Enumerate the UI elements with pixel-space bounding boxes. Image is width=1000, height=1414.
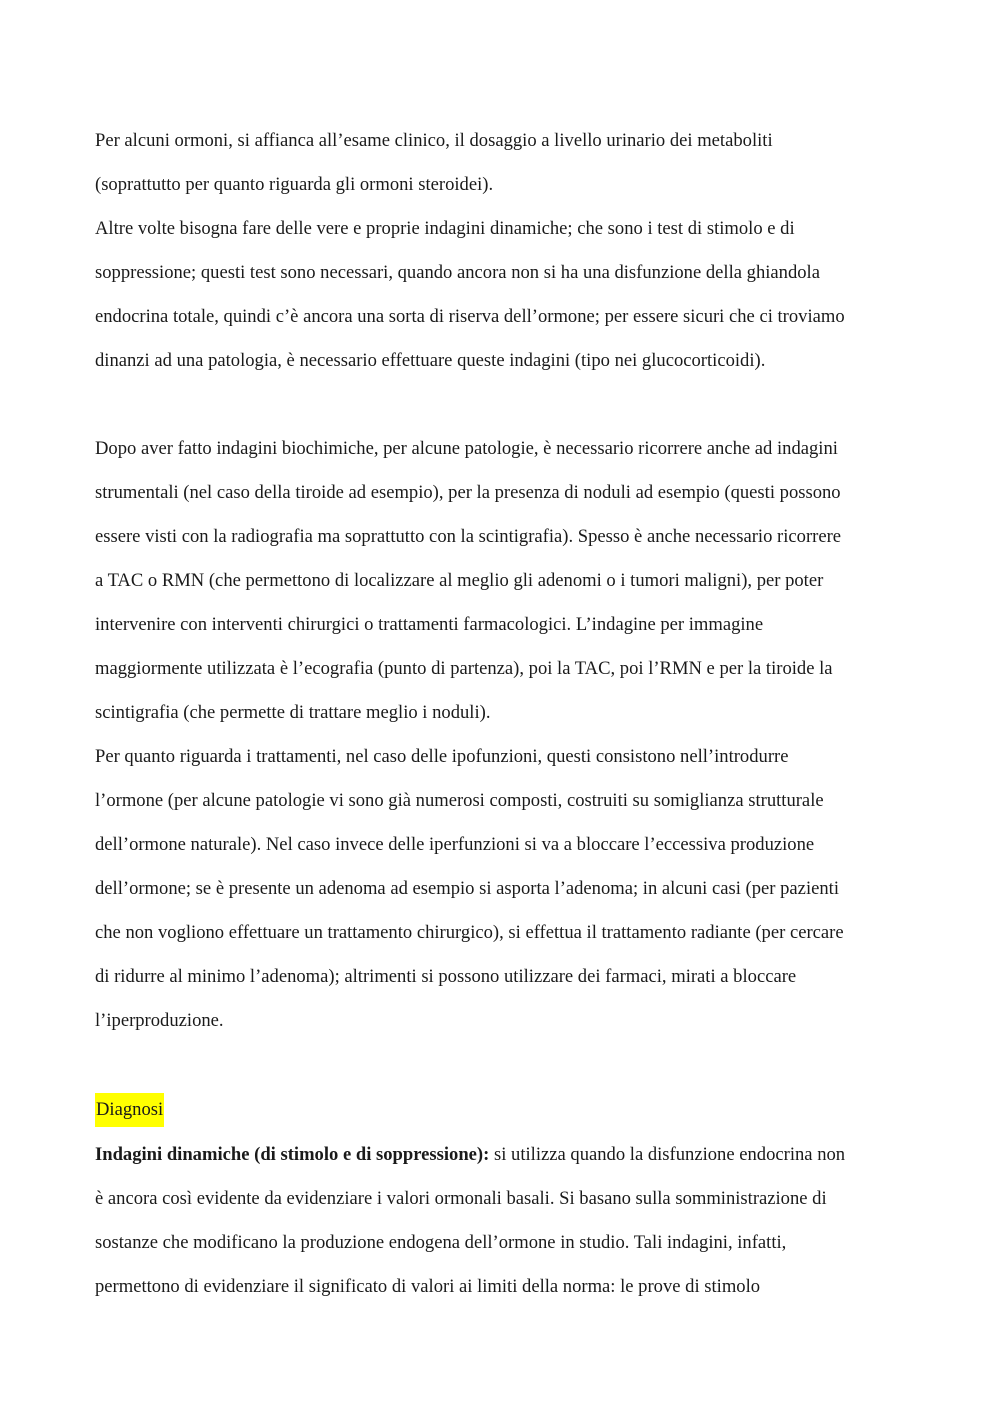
paragraph-line: l’ormone (per alcune patologie vi sono già numerosi composti, costruiti su somiglianza strutturale <box>95 790 824 811</box>
paragraph-line: scintigrafia (che permette di trattare meglio i noduli). <box>95 702 491 723</box>
section-heading <box>95 1098 164 1122</box>
paragraph-line: l’iperproduzione. <box>95 1010 224 1031</box>
paragraph-line: intervenire con interventi chirurgici o trattamenti farmacologici. L’indagine per immagine <box>95 614 764 635</box>
paragraph-line: dell’ormone; se è presente un adenoma ad esempio si asporta l’adenoma; in alcuni casi (per pazienti <box>95 878 839 899</box>
paragraph-line: (soprattutto per quanto riguarda gli ormoni steroidei). <box>95 174 494 195</box>
paragraph-line: soppressione; questi test sono necessari, quando ancora non si ha una disfunzione della ghiandola <box>95 262 820 283</box>
paragraph-line: che non vogliono effettuare un trattamento chirurgico), si effettua il trattamento radiante (per cercare <box>95 922 844 943</box>
paragraph-line: dell’ormone naturale). Nel caso invece delle iperfunzioni si va a bloccare l’eccessiva produzione <box>95 834 815 855</box>
paragraph-line: permettono di evidenziare il significato di valori ai limiti della norma: le prove di stimolo <box>95 1276 761 1297</box>
paragraph-line: è ancora così evidente da evidenziare i valori ormonali basali. Si basano sulla somministrazione di <box>95 1188 827 1209</box>
highlighted-heading: Diagnosi <box>95 1093 164 1127</box>
paragraph-line: maggiormente utilizzata è l’ecografia (punto di partenza), poi la TAC, poi l’RMN e per la tiroide la <box>95 658 833 679</box>
paragraph-line: strumentali (nel caso della tiroide ad esempio), per la presenza di noduli ad esempio (questi possono <box>95 482 841 503</box>
paragraph-line: Dopo aver fatto indagini biochimiche, per alcune patologie, è necessario ricorrere anche ad indagini <box>95 438 838 459</box>
paragraph-line: a TAC o RMN (che permettono di localizzare al meglio gli adenomi o i tumori maligni), per poter <box>95 570 824 591</box>
bold-term: Indagini dinamiche (di stimolo e di soppressione): <box>95 1144 490 1165</box>
paragraph-line: Per alcuni ormoni, si affianca all’esame clinico, il dosaggio a livello urinario dei metaboliti <box>95 130 773 151</box>
paragraph-line: di ridurre al minimo l’adenoma); altrimenti si possono utilizzare dei farmaci, mirati a bloccare <box>95 966 797 987</box>
paragraph-line: endocrina totale, quindi c’è ancora una sorta di riserva dell’ormone; per essere sicuri che ci troviamo <box>95 306 845 327</box>
paragraph-line: dinanzi ad una patologia, è necessario effettuare queste indagini (tipo nei glucocorticoidi). <box>95 350 766 371</box>
paragraph-line: essere visti con la radiografia ma soprattutto con la scintigrafia). Spesso è anche necessario ricorrere <box>95 526 842 547</box>
paragraph-line: Per quanto riguarda i trattamenti, nel caso delle ipofunzioni, questi consistono nell’introdurre <box>95 746 789 767</box>
paragraph-line <box>95 1143 845 1167</box>
paragraph-line: Altre volte bisogna fare delle vere e proprie indagini dinamiche; che sono i test di stimolo e di <box>95 218 795 239</box>
paragraph-line: sostanze che modificano la produzione endogena dell’ormone in studio. Tali indagini, infatti, <box>95 1232 787 1253</box>
paragraph-text: si utilizza quando la disfunzione endocrina non <box>489 1144 846 1165</box>
